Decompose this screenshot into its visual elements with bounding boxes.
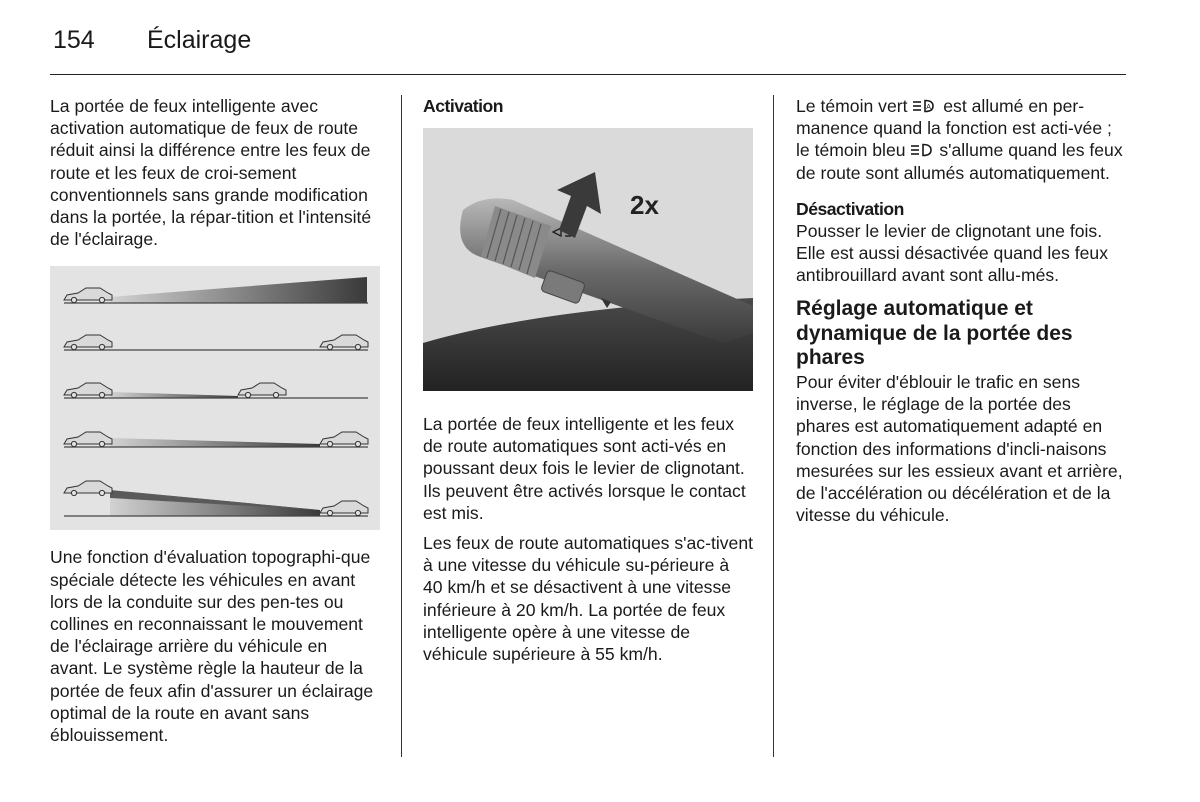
beam-row <box>64 383 368 398</box>
beam-row <box>64 277 368 303</box>
column-divider <box>773 95 774 757</box>
chapter-title: Éclairage <box>147 26 252 54</box>
activation-paragraph: La portée de feux intelligente et les feux de route automatiques sont acti-vés en poussant deux fois le levier de clignotant. Ils peuvent être activés lorsque le contact est mis. <box>423 414 746 523</box>
topographic-paragraph: Une fonction d'évaluation topographi-que spéciale détecte les véhicules en avant lors de la conduite sur des pen-tes ou collines en reconnaissant le mouvement de l'éclairage arrière du véhicule en avant. Le système règle la hauteur de la portée de feux afin d'assurer un éclairage optimal de la route en avant sans éblouissement. <box>50 547 374 746</box>
beam-diagram <box>50 266 380 530</box>
deactivation-paragraph: Pousser le levier de clignotant une fois. Elle est aussi désactivée quand les feux antibrouillard avant sont allu-més. <box>796 220 1108 286</box>
page-number: 154 <box>53 26 95 54</box>
activation-heading: Activation <box>423 96 504 116</box>
deactivation-heading: Désactivation <box>796 198 904 219</box>
indicator-paragraph: Le témoin vert A est allumé en per-manence quand la fonction est acti-vée ; le témoin bleu s'allume quand les feux de route sont allumés automatiquement. <box>796 96 1123 183</box>
column-right <box>796 95 1126 526</box>
section-title: Réglage automatique et dynamique de la portée des phares <box>796 297 1073 370</box>
intro-paragraph: La portée de feux intelligente avec activation automatique de feux de route réduit ainsi la différence entre les feux de route et les feux de croi-sement conventionnels sans grande modification dans la portée, la répar-tition et l'intensité de l'éclairage. <box>50 96 372 250</box>
beam-diagram-figure <box>50 266 380 530</box>
page-header <box>50 24 1126 76</box>
speed-paragraph: Les feux de route automatiques s'ac-tivent à une vitesse du véhicule su-périeure à 40 km/h et se désactivent à une vitesse inférieure à 20 km/h. La portée de feux intelligente opère à une vitesse de véhicule supérieure à 55 km/h. <box>423 533 754 665</box>
svg-text:A: A <box>926 104 932 112</box>
column-middle <box>423 95 753 665</box>
auto-high-beam-icon <box>912 99 938 113</box>
high-beam-icon <box>910 143 934 157</box>
press-count-label: 2x <box>630 190 659 220</box>
leveling-paragraph: Pour éviter d'éblouir le trafic en sens inverse, le réglage de la portée des phares est automatiquement adapté en fonction des informations d'incli-naisons mesurées sur les essieux avant et arrière, de l'accélération ou décélération et de la vitesse du véhicule. <box>796 371 1123 526</box>
lever-illustration <box>423 128 753 391</box>
column-left <box>50 95 380 746</box>
column-divider <box>401 95 402 757</box>
beam-row <box>64 481 368 516</box>
header-rule <box>50 74 1126 75</box>
lever-figure <box>423 128 753 391</box>
beam-row <box>64 432 368 447</box>
beam-row <box>64 335 368 350</box>
